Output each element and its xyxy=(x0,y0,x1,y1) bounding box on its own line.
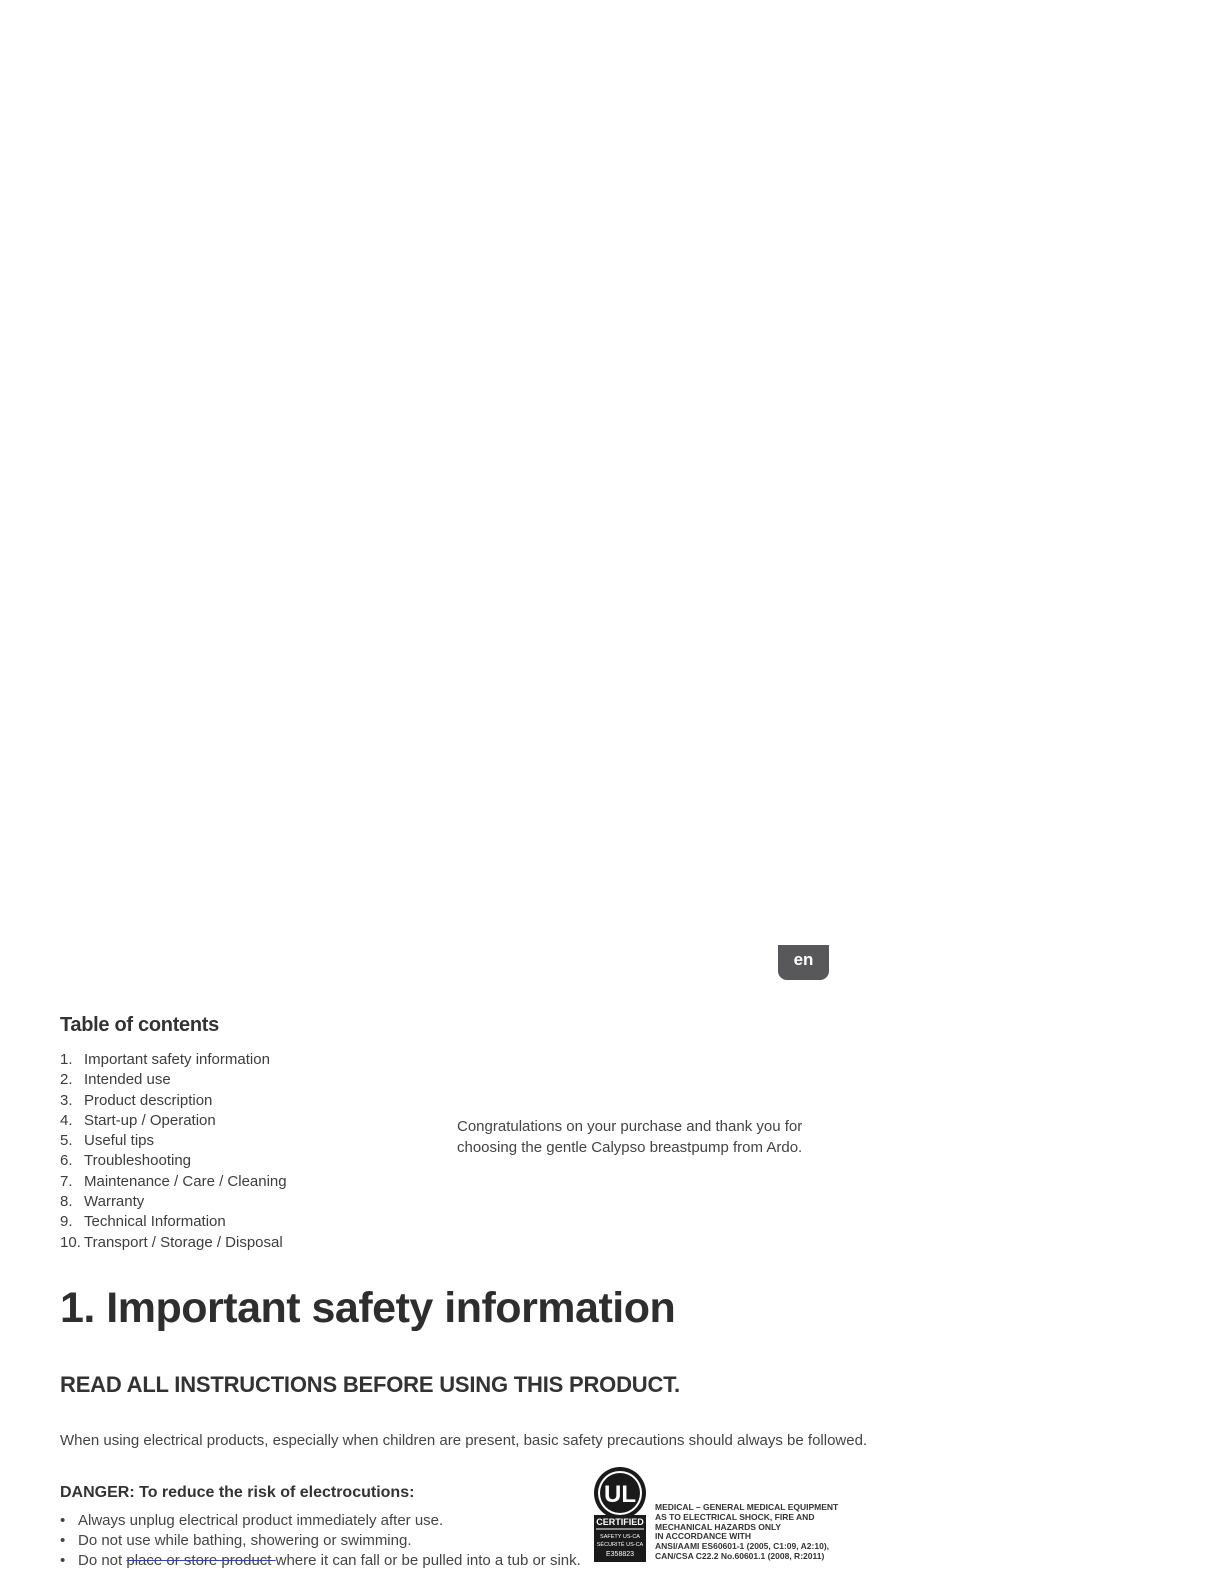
ul-certification-line: CAN/CSA C22.2 No.60601.1 (2008, R:2011) xyxy=(655,1550,825,1561)
toc-item-number: 1. xyxy=(60,1051,73,1068)
toc-item-label: Troubleshooting xyxy=(84,1152,192,1170)
danger-heading: DANGER: To reduce the risk of electrocutions: xyxy=(60,1484,415,1501)
toc-item-number: 9. xyxy=(60,1213,73,1231)
danger-bullet-list xyxy=(60,1511,581,1571)
toc-item-label: Useful tips xyxy=(84,1132,155,1150)
bullet-text: Do not use while bathing, showering or swimming. xyxy=(78,1532,412,1549)
intro-paragraph: When using electrical products, especially when children are present, basic safety precautions should always be followed. xyxy=(60,1432,868,1449)
section-heading: 1. Important safety information xyxy=(60,1284,676,1332)
toc-item-label: Maintenance / Care / Cleaning xyxy=(84,1172,287,1190)
toc-item xyxy=(60,1131,287,1151)
toc-item-number: 10. xyxy=(60,1233,81,1251)
toc-item-number: 8. xyxy=(60,1193,73,1211)
ul-certification-line: MECHANICAL HAZARDS ONLY xyxy=(655,1521,782,1532)
bullet-text: where it can fall or be pulled into a tub or sink. xyxy=(275,1552,581,1569)
ul-safety-line: SÉCURITÉ US-CA xyxy=(596,1542,644,1548)
toc-title: Table of contents xyxy=(60,1014,219,1036)
congratulations-line: Congratulations on your purchase and thank you for xyxy=(457,1118,803,1135)
bullet-text: Do not xyxy=(78,1552,127,1569)
ul-certified-logo xyxy=(592,1463,648,1563)
toc-item-number: 7. xyxy=(60,1172,73,1190)
ul-safety-line: SAFETY US-CA xyxy=(600,1534,640,1540)
toc-item-number: 4. xyxy=(60,1111,73,1129)
ul-certification-line: AS TO ELECTRICAL SHOCK, FIRE AND xyxy=(655,1511,815,1522)
toc-item-number: 2. xyxy=(60,1071,73,1089)
toc-item xyxy=(60,1192,287,1212)
toc-item-number: 6. xyxy=(60,1152,73,1170)
list-item xyxy=(60,1551,581,1571)
bullet-icon: • xyxy=(60,1552,66,1569)
toc-item xyxy=(60,1212,287,1232)
ul-certification-line: IN ACCORDANCE WITH xyxy=(655,1531,752,1542)
toc-item-label: Intended use xyxy=(84,1071,171,1089)
toc-item-label: Technical Information xyxy=(84,1213,226,1231)
toc-item-number: 5. xyxy=(60,1132,73,1150)
ul-certification-line: MEDICAL – GENERAL MEDICAL EQUIPMENT xyxy=(655,1502,839,1512)
toc-item xyxy=(60,1151,287,1171)
section-subheading: READ ALL INSTRUCTIONS BEFORE USING THIS PRODUCT. xyxy=(60,1372,680,1397)
ul-control-number: E358823 xyxy=(605,1551,635,1558)
toc-item-label: Warranty xyxy=(84,1193,145,1211)
toc-item-label: Important safety information xyxy=(84,1051,270,1068)
list-item xyxy=(60,1511,581,1531)
congratulations-line: choosing the gentle Calypso breastpump from Ardo. xyxy=(457,1139,803,1156)
ul-logo-letters: UL xyxy=(604,1481,636,1508)
ul-certification-line: ANSI/AAMI ES60601-1 (2005, C1:09, A2:10), xyxy=(655,1541,830,1552)
bullet-text: Always unplug electrical product immediately after use. xyxy=(78,1512,444,1529)
toc-item xyxy=(60,1233,287,1253)
toc-item-label: Transport / Storage / Disposal xyxy=(84,1233,283,1251)
toc-item xyxy=(60,1111,287,1131)
toc-item-label: Start-up / Operation xyxy=(84,1111,216,1129)
ul-certified-label: CERTIFIED xyxy=(596,1517,644,1527)
ul-certification-text xyxy=(655,1503,855,1562)
toc-item xyxy=(60,1050,287,1070)
bullet-icon: • xyxy=(60,1532,66,1549)
toc-item-label: Product description xyxy=(84,1091,213,1109)
toc-item xyxy=(60,1070,287,1090)
bullet-icon: • xyxy=(60,1512,66,1529)
toc-item xyxy=(60,1172,287,1192)
list-item xyxy=(60,1531,581,1551)
toc-item xyxy=(60,1091,287,1111)
struck-text: place or store product xyxy=(126,1552,276,1569)
congratulations-text xyxy=(457,1116,817,1158)
toc-list xyxy=(60,1050,287,1253)
language-tab: en xyxy=(778,945,829,980)
toc-item-number: 3. xyxy=(60,1091,73,1109)
